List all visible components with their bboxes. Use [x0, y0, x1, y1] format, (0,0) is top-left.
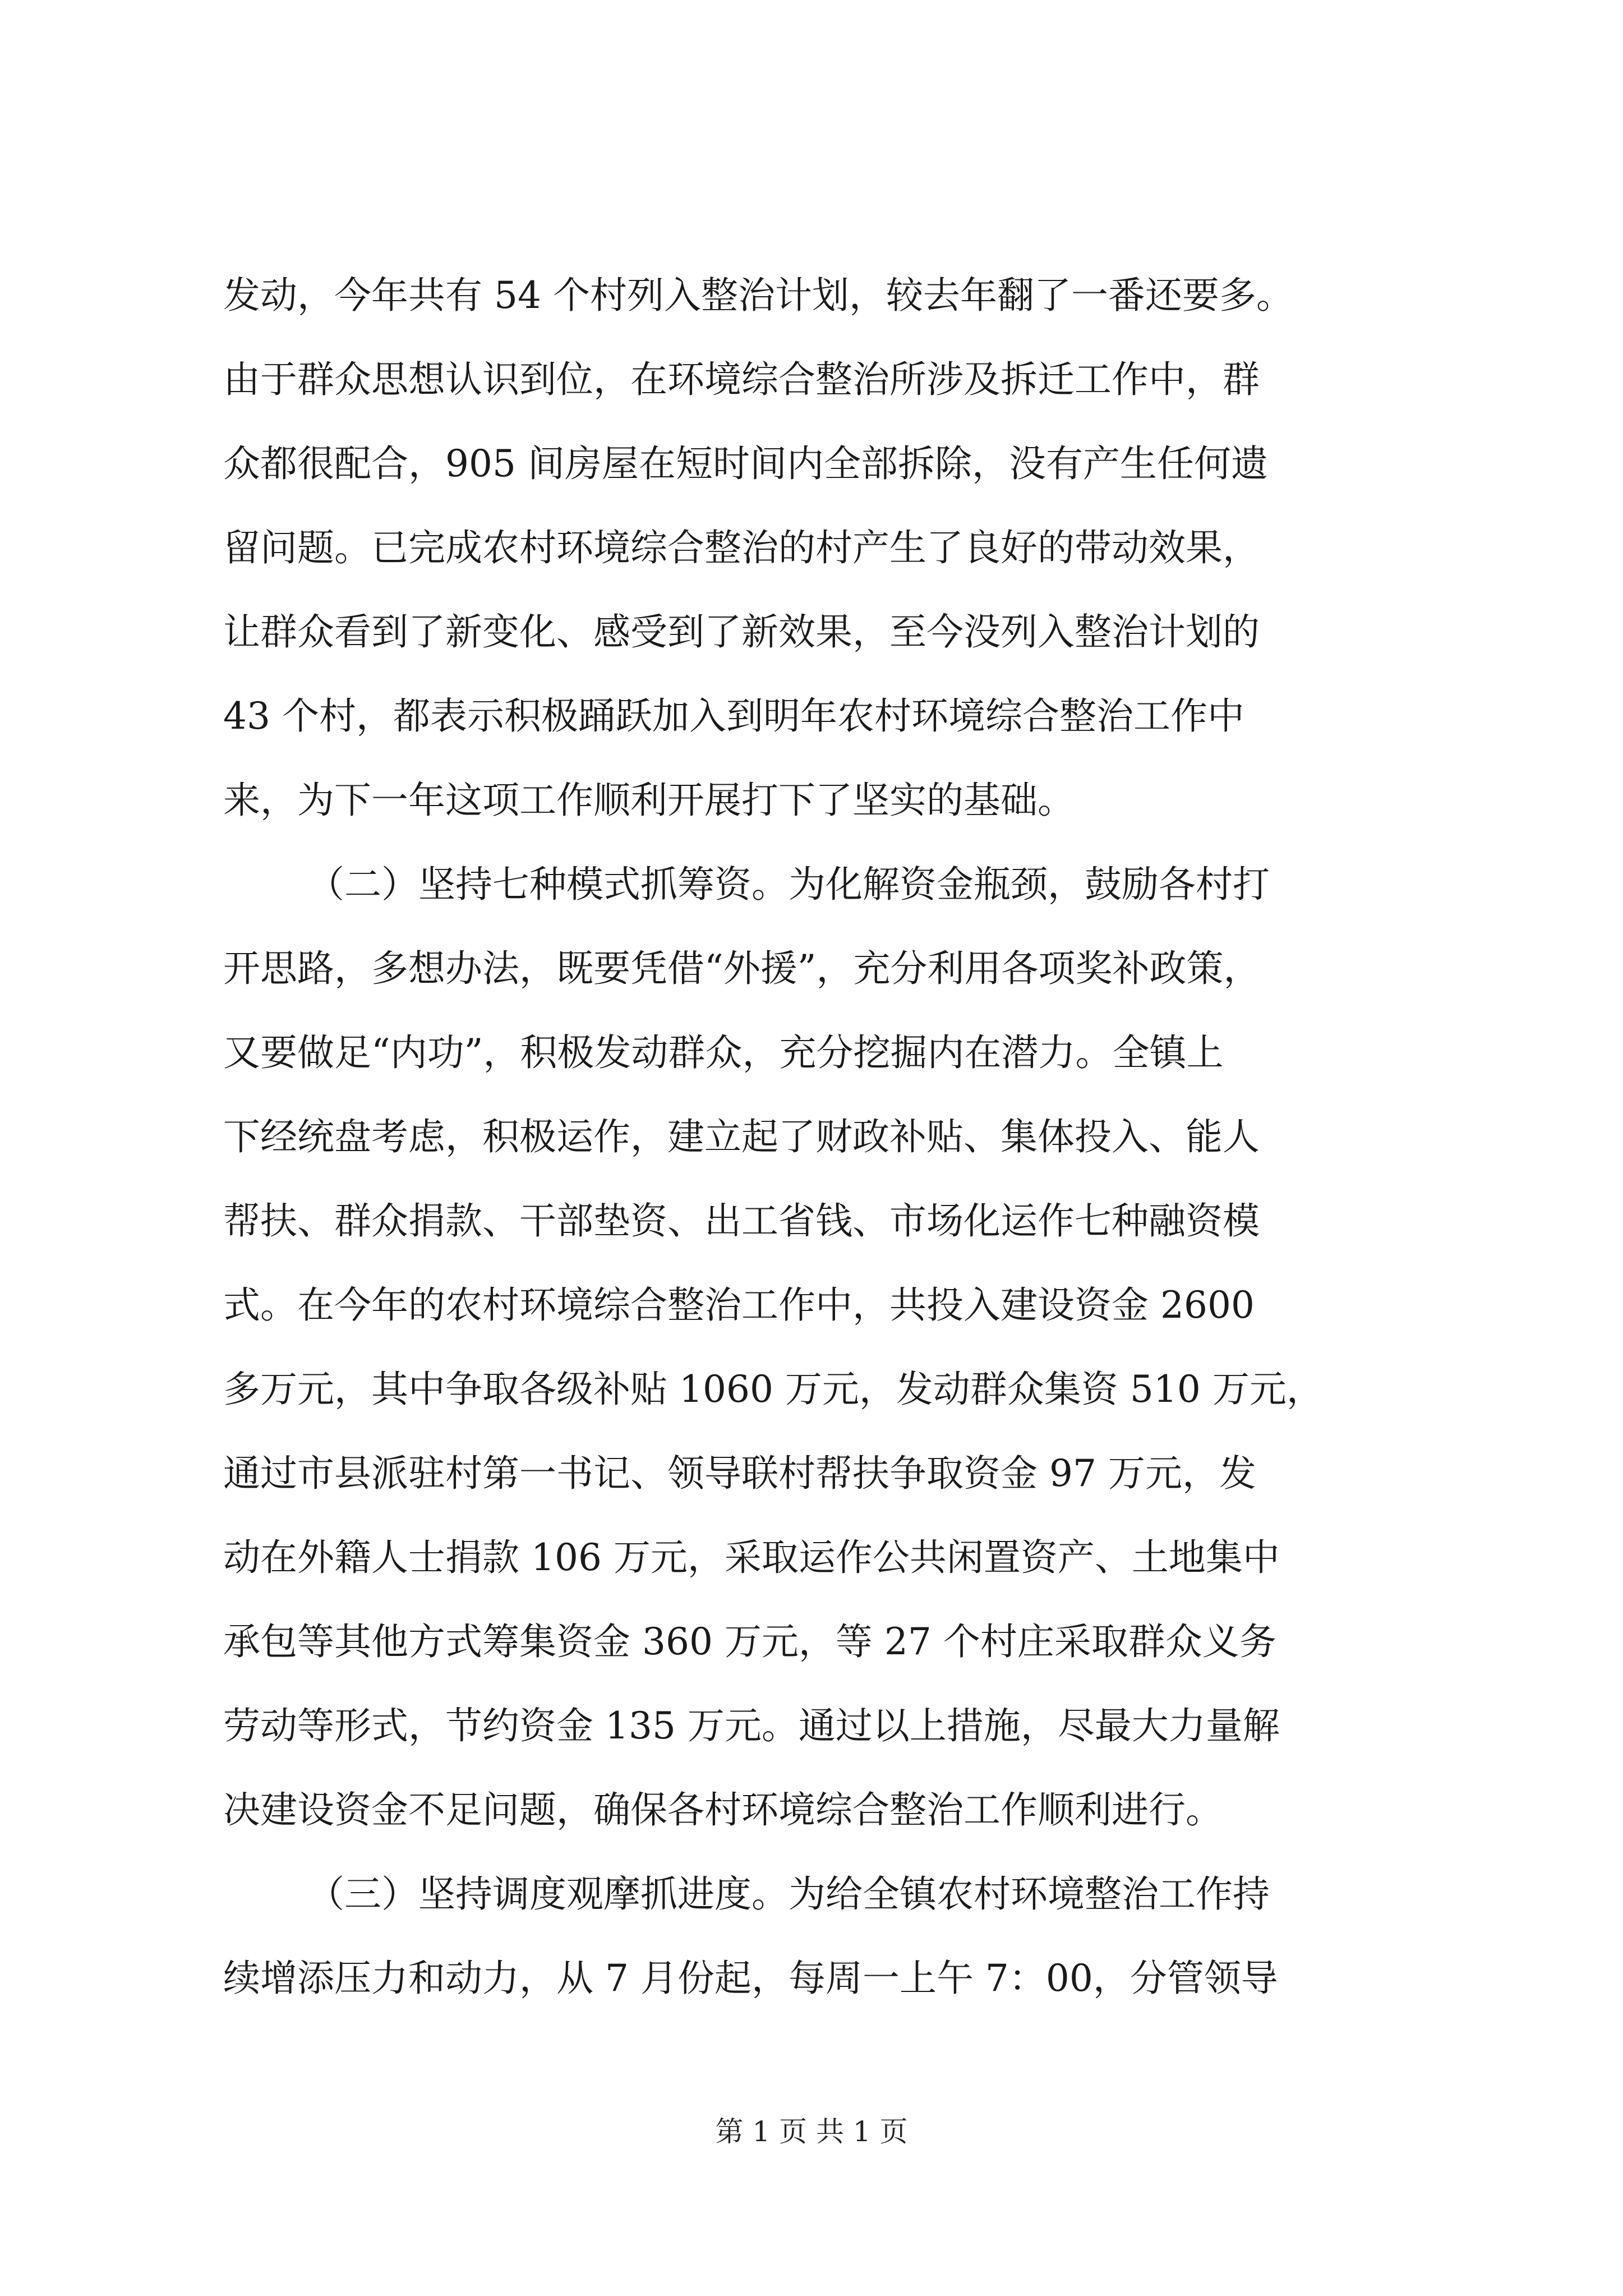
body-line-3: 众都很配合，905 间房屋在短时间内全部拆除，没有产生任何遗: [223, 442, 1268, 485]
body-line-8: （二）坚持七种模式抓筹资。为化解资金瓶颈，鼓励各村打: [307, 863, 1270, 906]
body-line-13: 式。在今年的农村环境综合整治工作中，共投入建设资金 2600: [223, 1283, 1255, 1327]
body-line-2: 由于群众思想认识到位，在环境综合整治所涉及拆迁工作中，群: [223, 358, 1260, 401]
body-line-14: 多万元，其中争取各级补贴 1060 万元，发动群众集资 510 万元，: [223, 1368, 1324, 1411]
body-line-1: 发动，今年共有 54 个村列入整治计划，较去年翻了一番还要多。: [223, 274, 1293, 317]
body-line-10: 又要做足“内功”，积极发动群众，充分挖掘内在潜力。全镇上: [223, 1031, 1224, 1074]
body-line-18: 劳动等形式，节约资金 135 万元。通过以上措施，尽最大力量解: [223, 1704, 1280, 1747]
body-line-5: 让群众看到了新变化、感受到了新效果，至今没列入整治计划的: [223, 610, 1260, 654]
body-line-4: 留问题。已完成农村环境综合整治的村产生了良好的带动效果，: [223, 526, 1260, 569]
body-line-17: 承包等其他方式筹集资金 360 万元，等 27 个村庄采取群众义务: [223, 1620, 1276, 1663]
body-line-15: 通过市县派驻村第一书记、领导联村帮扶争取资金 97 万元，发: [223, 1452, 1256, 1495]
body-line-9: 开思路，多想办法，既要凭借“外援”，充分利用各项奖补政策，: [223, 947, 1261, 990]
body-line-11: 下经统盘考虑，积极运作，建立起了财政补贴、集体投入、能人: [223, 1115, 1260, 1158]
body-line-16: 动在外籍人士捐款 106 万元，采取运作公共闲置资产、土地集中: [223, 1536, 1280, 1579]
body-line-19: 决建设资金不足问题，确保各村环境综合整治工作顺利进行。: [223, 1788, 1223, 1832]
body-line-7: 来，为下一年这项工作顺利开展打下了坚实的基础。: [223, 779, 1075, 822]
body-line-12: 帮扶、群众捐款、干部垫资、出工省钱、市场化运作七种融资模: [223, 1199, 1260, 1243]
body-line-6: 43 个村，都表示积极踊跃加入到明年农村环境综合整治工作中: [223, 694, 1244, 738]
body-line-21: 续增添压力和动力，从 7 月份起，每周一上午 7：00，分管领导: [223, 1957, 1278, 2000]
body-line-20: （三）坚持调度观摩抓进度。为给全镇农村环境整治工作持: [307, 1872, 1270, 1916]
page-number-footer: 第 1 页 共 1 页: [715, 2115, 908, 2148]
